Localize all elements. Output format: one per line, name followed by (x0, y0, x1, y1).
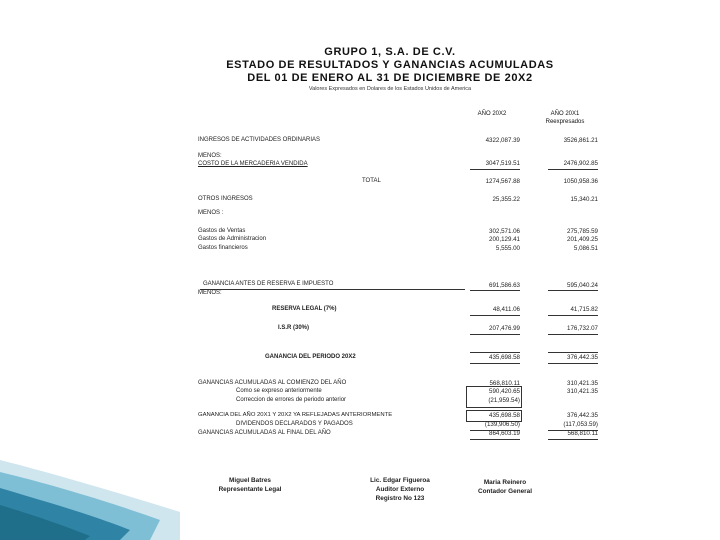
rule (470, 290, 520, 291)
row-gfin-v1: 5,555.00 (495, 245, 520, 252)
row-ga-ano-label: GANANCIA DEL AÑO 20X1 Y 20X2 YA REFLEJADAS ANTERIORMENTE (198, 412, 393, 418)
row-dividendos-v2: (117,053.59) (563, 421, 598, 428)
row-ingresos-v2: 3526,861.21 (563, 137, 598, 144)
row-otros-label: OTROS INGRESOS (198, 196, 253, 202)
row-gventas-v2: 275,785.59 (567, 228, 598, 235)
row-total-v1: 1274,567.88 (485, 178, 520, 185)
rule (548, 363, 598, 364)
rule (470, 169, 520, 170)
row-ganancia-antes-v2: 595,040.24 (567, 282, 598, 289)
row-ga-sub2-label: Correccion de errores de periodo anterior (236, 397, 347, 403)
rule (548, 315, 598, 316)
row-total-label: TOTAL (362, 178, 381, 184)
signature-name: Maria Reinero (483, 479, 527, 486)
statement-title: ESTADO DE RESULTADOS Y GANANCIAS ACUMULADAS (226, 59, 554, 71)
row-gventas-v1: 302,571.06 (489, 228, 520, 235)
row-dividendos-v1: (139,906.50) (484, 421, 520, 428)
row-ga-final-v2: 568,810.11 (567, 430, 598, 437)
rule (548, 439, 598, 440)
row-ga-sub1-v2: 310,421.35 (567, 388, 598, 395)
row-ingresos-label: INGRESOS DE ACTIVIDADES ORDINARIAS (198, 137, 321, 143)
signature-name: Miguel Batres (229, 477, 271, 484)
row-total-v2: 1050,958.36 (563, 178, 598, 185)
row-costo-v2: 2476,902.85 (563, 160, 598, 167)
row-ga-final-v1: 864,603.19 (489, 430, 520, 437)
company-name: GRUPO 1, S.A. DE C.V. (324, 46, 456, 58)
row-isr-label: I.S.R (30%) (278, 325, 310, 331)
row-costo-v1: 3047,519.51 (485, 160, 520, 167)
row-gfin-v2: 5,086.51 (573, 245, 598, 252)
row-ganancia-periodo-label: GANANCIA DEL PERIODO 20X2 (265, 354, 356, 360)
signature-auditor (345, 476, 455, 503)
row-gadmin-v1: 200,129.41 (489, 236, 520, 243)
row-ga-sub1-v1: 590,420.65 (489, 388, 520, 395)
corner-decoration (0, 450, 260, 540)
row-reserva-label: RESERVA LEGAL (7%) (272, 306, 337, 312)
row-ga-sub2-v1: (21,959.54) (488, 397, 520, 404)
col-header-20x1-sub: Reexpresados (545, 119, 585, 125)
row-ga-ano-v2: 376,442.35 (567, 412, 598, 419)
signature-role: Contador General (478, 488, 532, 495)
row-otros-v2: 15,340.21 (570, 196, 598, 203)
signature-name: Lic. Edgar Figueroa (370, 477, 430, 484)
row-ganancia-antes-v1: 691,586.63 (489, 282, 520, 289)
menos-label-2: MENOS : (198, 210, 224, 216)
currency-note: Valores Expresados en Dolares de los Estados Unidos de America (308, 86, 472, 92)
row-ga-sub1-label: Como se expreso anteriormente (236, 388, 322, 394)
signature-accountant (450, 478, 560, 496)
row-ga-final-label: GANANCIAS ACUMULADAS AL FINAL DEL AÑO (198, 430, 331, 436)
signature-role: Auditor Externo (375, 486, 425, 493)
row-ga-inicio-v1: 568,810.11 (489, 380, 520, 387)
row-ganancia-antes-label: GANANCIA ANTES DE RESERVA E IMPUESTO (203, 281, 334, 287)
signature-role: Representante Legal (218, 486, 282, 493)
statement-period: DEL 01 DE ENERO AL 31 DE DICIEMBRE DE 20X2 (247, 72, 533, 84)
menos-label-3: MENOS: (198, 290, 222, 296)
rule (470, 334, 520, 335)
row-isr-v1: 207,476.99 (489, 325, 520, 332)
row-dividendos-label: DIVIDENDOS DECLARADOS Y PAGADOS (236, 421, 353, 427)
rule (200, 289, 465, 290)
row-ga-ano-v1: 435,698.58 (489, 412, 520, 419)
rule (470, 315, 520, 316)
rule (470, 363, 520, 364)
rule (548, 334, 598, 335)
row-costo-label: COSTO DE LA MERCADERIA VENDIDA (198, 161, 308, 167)
row-ganancia-periodo-v2: 376,442.35 (567, 354, 598, 361)
row-gadmin-v2: 201,409.25 (567, 236, 598, 243)
rule (548, 352, 598, 353)
menos-label-1: MENOS: (198, 153, 222, 159)
signature-registry: Registro No 123 (375, 495, 425, 502)
row-ganancia-periodo-v1: 435,698.58 (489, 354, 520, 361)
rule (470, 352, 520, 353)
row-reserva-v1: 48,411.06 (492, 306, 520, 313)
row-ga-inicio-v2: 310,421.35 (567, 380, 598, 387)
row-ingresos-v1: 4322,087.39 (485, 137, 520, 144)
row-gfin-label: Gastos financieros (198, 245, 248, 251)
rule (548, 169, 598, 170)
rule (548, 290, 598, 291)
rule (470, 439, 520, 440)
col-header-20x1: AÑO 20X1 (550, 111, 580, 117)
row-reserva-v2: 41,715.82 (570, 306, 598, 313)
row-gadmin-label: Gastos de Administracion (198, 236, 267, 242)
row-gventas-label: Gastos de Ventas (198, 228, 246, 234)
row-isr-v2: 176,732.07 (567, 325, 598, 332)
row-otros-v1: 25,355.22 (492, 196, 520, 203)
col-header-20x2: AÑO 20X2 (477, 111, 507, 117)
row-ga-inicio-label: GANANCIAS ACUMULADAS AL COMIENZO DEL AÑO (198, 380, 347, 386)
signature-legal-rep (195, 476, 305, 494)
